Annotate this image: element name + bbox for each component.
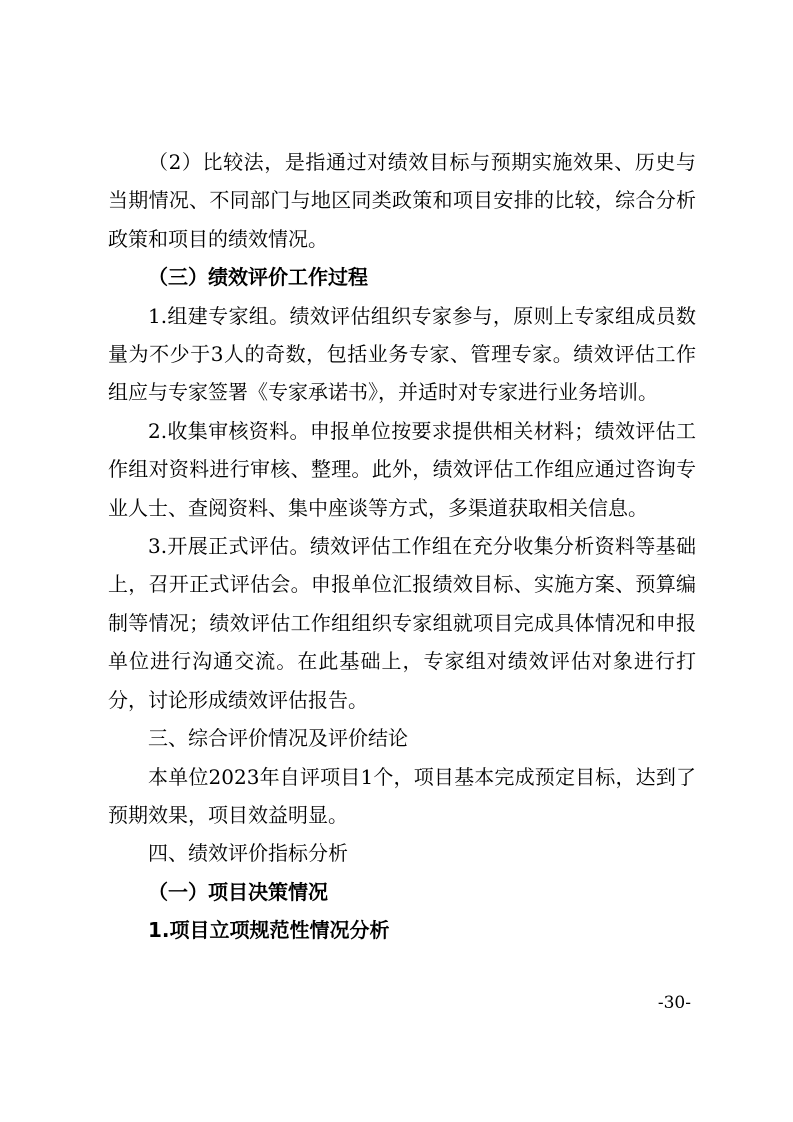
heading-project-decision: （一）项目决策情况 xyxy=(148,879,328,904)
heading-overall-evaluation: 三、综合评价情况及评价结论 xyxy=(148,726,408,751)
paragraph-expert-group: 1.组建专家组。绩效评估组织专家参与，原则上专家组成员数量为不少于3人的奇数，包括业务专家、管理专家。绩效评估工作组应与专家签署《专家承诺书》，并适时对专家进行业务培训。 xyxy=(108,303,696,405)
paragraph-self-evaluation-result: 本单位2023年自评项目1个，项目基本完成预定目标，达到了预期效果，项目效益明显。 xyxy=(108,764,696,827)
paragraph-formal-evaluation: 3.开展正式评估。绩效评估工作组在充分收集分析资料等基础上，召开正式评估会。申报单位汇报绩效目标、实施方案、预算编制等情况；绩效评估工作组组织专家组就项目完成具体情况和申报单位进行沟通交流。在此基础上，专家组对绩效评估对象进行打分，讨论形成绩效评估报告。 xyxy=(108,534,696,712)
heading-evaluation-process: （三）绩效评价工作过程 xyxy=(148,265,368,290)
document-body xyxy=(108,143,696,950)
paragraph-comparison-method: （2）比较法，是指通过对绩效目标与预期实施效果、历史与当期情况、不同部门与地区同类政策和项目安排的比较，综合分析政策和项目的绩效情况。 xyxy=(108,150,696,251)
paragraph-collect-materials: 2.收集审核资料。申报单位按要求提供相关材料；绩效评估工作组对资料进行审核、整理。此外，绩效评估工作组应通过咨询专业人士、查阅资料、集中座谈等方式，多渠道获取相关信息。 xyxy=(108,418,696,520)
heading-indicator-analysis: 四、绩效评价指标分析 xyxy=(148,841,348,866)
heading-project-standardization: 1.项目立项规范性情况分析 xyxy=(148,918,390,943)
page-number: -30- xyxy=(657,993,691,1013)
